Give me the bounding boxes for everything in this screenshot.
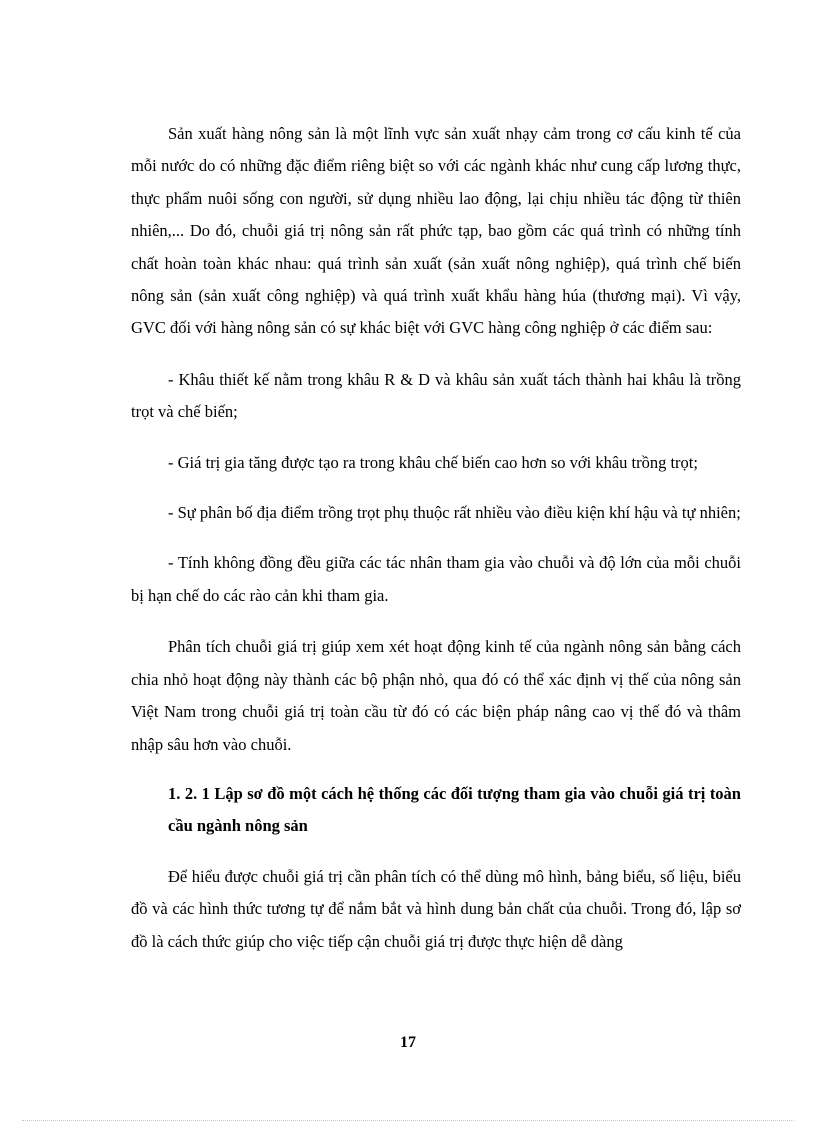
analysis-paragraph: Phân tích chuỗi giá trị giúp xem xét hoạt động kinh tế của ngành nông sản bằng cách chia nhỏ hoạt động này thành các bộ phận nhỏ, qua đó có thể xác định vị thế của nông sản Việt Nam trong chuỗi giá trị toàn cầu từ đó có các biện pháp nâng cao vị thế đó và thâm nhập sâu hơn vào chuỗi. xyxy=(131,637,741,754)
intro-paragraph: Sản xuất hàng nông sản là một lĩnh vực sản xuất nhạy cảm trong cơ cấu kinh tế của mỗi nước do có những đặc điểm riêng biệt so với các ngành khác như cung cấp lương thực, thực phẩm nuôi sống con người, sử dụng nhiều lao động, lại chịu nhiều tác động từ thiên nhiên,... Do đó, chuỗi giá trị nông sản rất phức tạp, bao gồm các quá trình có những tính chất hoàn toàn khác nhau: quá trình sản xuất (sản xuất nông nghiệp), quá trình chế biến nông sản (sản xuất công nghiệp) và quá trình xuất khẩu hàng húa (thương mại). Vì vậy, GVC đối với hàng nông sản có sự khác biệt với GVC hàng công nghiệp ở các điểm sau: xyxy=(131,124,741,338)
mapping-paragraph: Để hiểu được chuỗi giá trị cần phân tích có thể dùng mô hình, bảng biểu, số liệu, biểu đồ và các hình thức tương tự để nắm bắt và hình dung bản chất của chuỗi. Trong đó, lập sơ đồ là cách thức giúp cho việc tiếp cận chuỗi giá trị được thực hiện dễ dàng xyxy=(131,866,741,951)
bullet-location: - Sự phân bố địa điểm trồng trọt phụ thuộc rất nhiều vào điều kiện khí hậu và tự nhiên; xyxy=(168,503,741,523)
page-body xyxy=(131,118,741,958)
bullet-value-added: - Giá trị gia tăng được tạo ra trong khâu chế biến cao hơn so với khâu trồng trọt; xyxy=(168,452,698,472)
bullet-design-rd: - Khâu thiết kế nằm trong khâu R & D và khâu sản xuất tách thành hai khâu là trồng trọt và chế biến; xyxy=(131,369,741,422)
page-number: 17 xyxy=(400,1034,416,1051)
bullet-participants: - Tính không đồng đều giữa các tác nhân tham gia vào chuỗi và độ lớn của mỗi chuỗi bị hạn chế do các rào cản khi tham gia. xyxy=(131,553,741,605)
page-bottom-divider xyxy=(22,1120,794,1121)
section-heading: 1. 2. 1 Lập sơ đồ một cách hệ thống các đối tượng tham gia vào chuỗi giá trị toàn cầu ngành nông sản xyxy=(168,783,741,836)
